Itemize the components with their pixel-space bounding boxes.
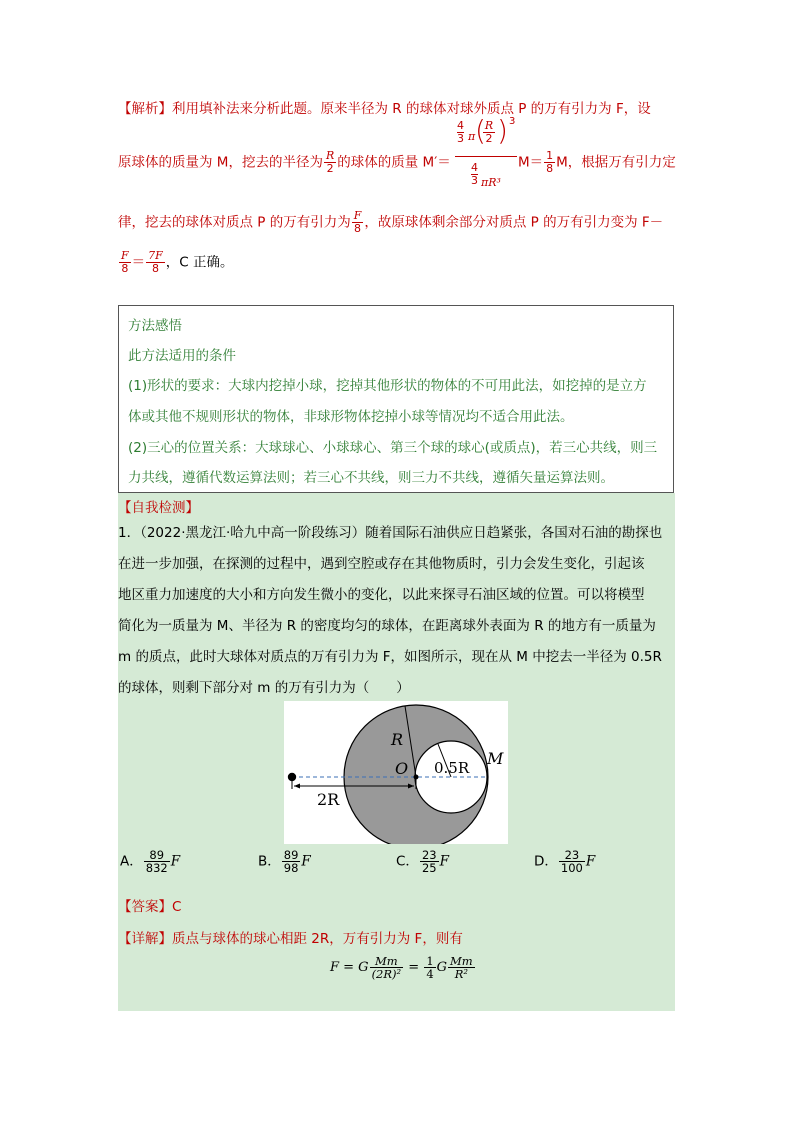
option-c[interactable]: C． $\frac{23}{25}$ F <box>396 848 449 875</box>
option-b[interactable]: B． $\frac{89}{98}$ F <box>258 848 311 875</box>
label-half-r: 0.5R <box>434 759 470 777</box>
method-item1-line2: 体或其他不规则形状的物体，非球形物体挖掉小球等情况均不适合用此法。 <box>128 409 574 425</box>
question-line-5: m 的质点，此时大球体对质点的万有引力为 F，如图所示，现在从 M 中挖去一半径为 0.5R <box>118 649 662 665</box>
sphere-figure <box>284 701 508 844</box>
answer-value: C <box>172 899 182 915</box>
analysis-line-3: 律，挖去的球体对质点 P 的万有引力为 $\frac{F}{8}$ ，故原球体剩余部分对质点 P 的万有引力变为 F－ <box>118 209 664 235</box>
fraction-r-half: $\frac{R}{2}$ <box>325 149 335 175</box>
analysis-text-2a: 原球体的质量为 M，挖去的半径为 <box>118 154 323 171</box>
fraction-f-over-8: $\frac{F}{8}$ <box>353 209 362 235</box>
label-2r: 2R <box>317 790 340 809</box>
detail-line <box>118 927 463 947</box>
method-box <box>118 305 674 493</box>
fraction-f-over-8-b: $\frac{F}{8}$ <box>121 249 129 275</box>
detail-tag: 【详解】 <box>118 931 172 947</box>
question-line-4: 简化为一质量为 M、半径为 R 的密度均匀的球体，在距离球外表面为 R 的地方有一质量为 <box>118 618 656 634</box>
fraction-7f-over-8: $\frac{7F}{8}$ <box>148 249 163 275</box>
method-item1-line1: (1)形状的要求：大球内挖掉小球，挖掉其他形状的物体的不可用此法，如挖掉的是立方 <box>128 378 647 394</box>
analysis-tag: 【解析】 <box>118 101 172 117</box>
answer-tag: 【答案】 <box>118 899 172 915</box>
method-subtitle: 此方法适用的条件 <box>128 348 236 364</box>
answer-line <box>118 895 181 915</box>
detail-text: 质点与球体的球心相距 2R，万有引力为 F，则有 <box>172 931 463 947</box>
analysis-line-2 <box>118 150 451 175</box>
analysis-line-1 <box>118 97 651 117</box>
option-a[interactable]: A． $\frac{89}{832}$ F <box>120 848 181 875</box>
fraction-one-eighth: $\frac{1}{8}$ <box>546 149 554 175</box>
label-o: O <box>395 759 409 778</box>
option-d[interactable]: D． $\frac{23}{100}$ F <box>534 848 596 875</box>
label-r: R <box>391 730 404 749</box>
selfcheck-tag: 【自我检测】 <box>118 500 199 516</box>
label-m-sphere: M <box>487 749 504 768</box>
selfcheck-section <box>118 493 675 1011</box>
question-line-1: 1．（2022·黑龙江·哈九中高一阶段练习）随着国际石油供应日趋紧张，各国对石油的勘探也 <box>118 525 663 541</box>
method-title: 方法感悟 <box>128 318 182 334</box>
gravity-formula: F = G $\frac{Mm}{\text{(2R)²}}$ = $\frac{1}{4}$ G $\frac{Mm}{\text{R²}}$ <box>330 954 473 981</box>
question-line-2: 在进一步加强，在探测的过程中，遇到空腔或存在其他物质时，引力会发生变化，引起该 <box>118 556 645 572</box>
method-item2-line1: (2)三心的位置关系：大球球心、小球球心、第三个球的球心(或质点)，若三心共线，则三 <box>128 440 658 456</box>
analysis-text-2b: 的球体的质量 M′＝ <box>337 154 451 171</box>
analysis-line-2-tail: M＝ $\frac{1}{8}$ M，根据万有引力定 <box>518 149 676 175</box>
question-line-6: 的球体，则剩下部分对 m 的万有引力为（ ） <box>118 680 410 696</box>
mass-ratio-fraction: 4 3 π ( R 2 ) 3 4 3 πR³ <box>457 114 516 189</box>
question-line-3: 地区重力加速度的大小和方向发生微小的变化，以此来探寻石油区域的位置。可以将模型 <box>118 587 645 603</box>
analysis-line-4: $\frac{F}{8}$ ＝ $\frac{7F}{8}$ ，C 正确。 <box>121 249 234 275</box>
method-item2-line2: 力共线，遵循代数运算法则；若三心不共线，则三力不共线，遵循矢量运算法则。 <box>128 470 614 486</box>
analysis-text-1: 利用填补法来分析此题。原来半径为 R 的球体对球外质点 P 的万有引力为 F，设 <box>172 101 651 117</box>
